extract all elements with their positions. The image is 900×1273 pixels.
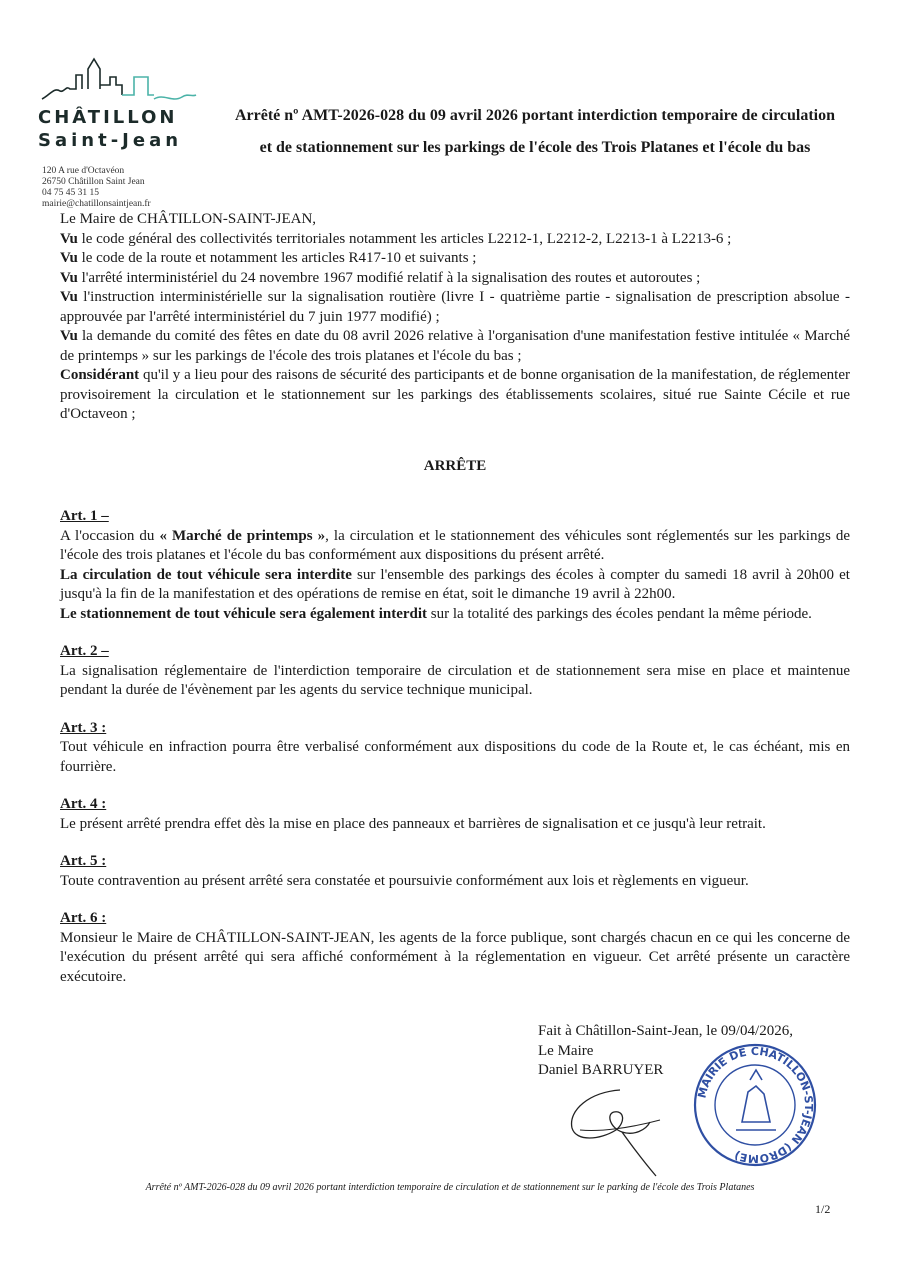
article-1-label: Art. 1 – bbox=[60, 508, 109, 524]
official-stamp bbox=[690, 1040, 820, 1170]
arrete-heading: ARRÊTE bbox=[423, 457, 487, 474]
visa-1: Vu le code général des collectivités territoriales notamment les articles L2212-1, L2212-2, L2213-1 à L2213-6 ; bbox=[60, 230, 732, 247]
article-2-label: Art. 2 – bbox=[60, 643, 109, 659]
logo-name-line1: CHÂTILLON bbox=[38, 107, 178, 128]
document-body bbox=[60, 210, 850, 987]
article-2-text: La signalisation réglementaire de l'interdiction temporaire de circulation et de stationnement sera mise en place et maintenue pendant la durée de l'évènement par les agents du service technique municipal. bbox=[60, 662, 850, 698]
article-1-para-3: Le stationnement de tout véhicule sera également interdit sur la totalité des parkings des écoles pendant la même période. bbox=[60, 605, 812, 622]
handwritten-signature bbox=[560, 1070, 690, 1180]
municipality-logo bbox=[38, 55, 213, 151]
page-number: 1/2 bbox=[815, 1202, 831, 1216]
visa-2: Vu le code de la route et notamment les articles R417-10 et suivants ; bbox=[60, 250, 477, 266]
article-5-text: Toute contravention au présent arrêté sera constatée et poursuivie conformément aux lois et règlements en vigueur. bbox=[60, 872, 749, 889]
visa-4: Vu l'instruction interministérielle sur la signalisation routière (livre I - quatrième partie - signalisation de prescription absolue - approuvée par l'arrêté interministériel du 7 juin 1977 modifié) ; bbox=[60, 289, 851, 325]
address-line: 26750 Châtillon Saint Jean bbox=[42, 177, 145, 187]
article-5-label: Art. 5 : bbox=[60, 853, 107, 869]
address-line: 04 75 45 31 15 bbox=[42, 188, 99, 198]
article-1-para-2: La circulation de tout véhicule sera interdite sur l'ensemble des parkings des écoles à compter du samedi 18 avril à 20h00 et jusqu'à la fin de la manifestation et des opérations de remise en état, soit le dimanche 19 avril à 22h00. bbox=[60, 566, 850, 602]
svg-text:MAIRIE DE CHÂTILLON-ST-JEAN (D: MAIRIE DE CHÂTILLON-ST-JEAN (DRÔME) bbox=[695, 1044, 816, 1166]
visa-3: Vu l'arrêté interministériel du 24 novembre 1967 modifié relatif à la signalisation des routes et autoroutes ; bbox=[60, 269, 701, 286]
address-email: mairie@chatillonsaintjean.fr bbox=[42, 199, 151, 209]
castle-skyline-icon bbox=[38, 55, 198, 105]
address-line: 120 A rue d'Octavéon bbox=[42, 166, 125, 176]
document-title: Arrêté nº AMT-2026-028 du 09 avril 2026 portant interdiction temporaire de circulation et de stationnement sur les parkings de l'école des Trois Platanes et l'école du bas bbox=[234, 107, 836, 156]
article-1-para-1: A l'occasion du « Marché de printemps », la circulation et le stationnement des véhicules sont réglementés sur les parkings de l'école des trois platanes et l'école du bas conformément aux dispositions du présent arrêté. bbox=[60, 527, 850, 563]
article-6-text: Monsieur le Maire de CHÂTILLON-SAINT-JEAN, les agents de la force publique, sont chargés chacun en ce qui les concerne de l'exécution du présent arrêté qui sera affiché conformément à la réglementation en vigueur. Cet arrêté présente un caractère exécutoire. bbox=[60, 929, 850, 985]
article-4-label: Art. 4 : bbox=[60, 796, 107, 812]
page-footer: Arrêté nº AMT-2026-028 du 09 avril 2026 portant interdiction temporaire de circulation et de stationnement sur le parking de l'école des Trois Platanes bbox=[145, 1182, 755, 1193]
signatory-name: Daniel BARRUYER bbox=[538, 1062, 664, 1078]
article-3-label: Art. 3 : bbox=[60, 719, 107, 736]
article-4-text: Le présent arrêté prendra effet dès la mise en place des panneaux et barrières de signalisation et ce jusqu'à leur retrait. bbox=[60, 815, 766, 832]
article-6-label: Art. 6 : bbox=[60, 910, 107, 926]
mairie-address bbox=[42, 166, 151, 210]
place-date: Fait à Châtillon-Saint-Jean, le 09/04/2026, bbox=[538, 1023, 793, 1039]
considerant: Considérant qu'il y a lieu pour des raisons de sécurité des participants et de bonne organisation de la manifestation, de réglementer provisoirement la circulation et le stationnement sur les parkings des établissements scolaires, situé rue Sainte Cécile et rue d'Octaveon ; bbox=[60, 367, 851, 422]
article-3-text: Tout véhicule en infraction pourra être verbalisé conformément aux dispositions du code de la Route et, le cas échéant, mis en fourrière. bbox=[60, 739, 850, 775]
logo-name-line2: Saint-Jean bbox=[38, 130, 183, 151]
visa-5: Vu la demande du comité des fêtes en date du 08 avril 2026 relative à l'organisation d'une manifestation festive intitulée « Marché de printemps » sur les parkings de l'école des trois platanes et l'école du bas ; bbox=[60, 328, 851, 364]
signatory-role: Le Maire bbox=[538, 1042, 594, 1059]
maire-intro: Le Maire de CHÂTILLON-SAINT-JEAN, bbox=[60, 211, 317, 227]
